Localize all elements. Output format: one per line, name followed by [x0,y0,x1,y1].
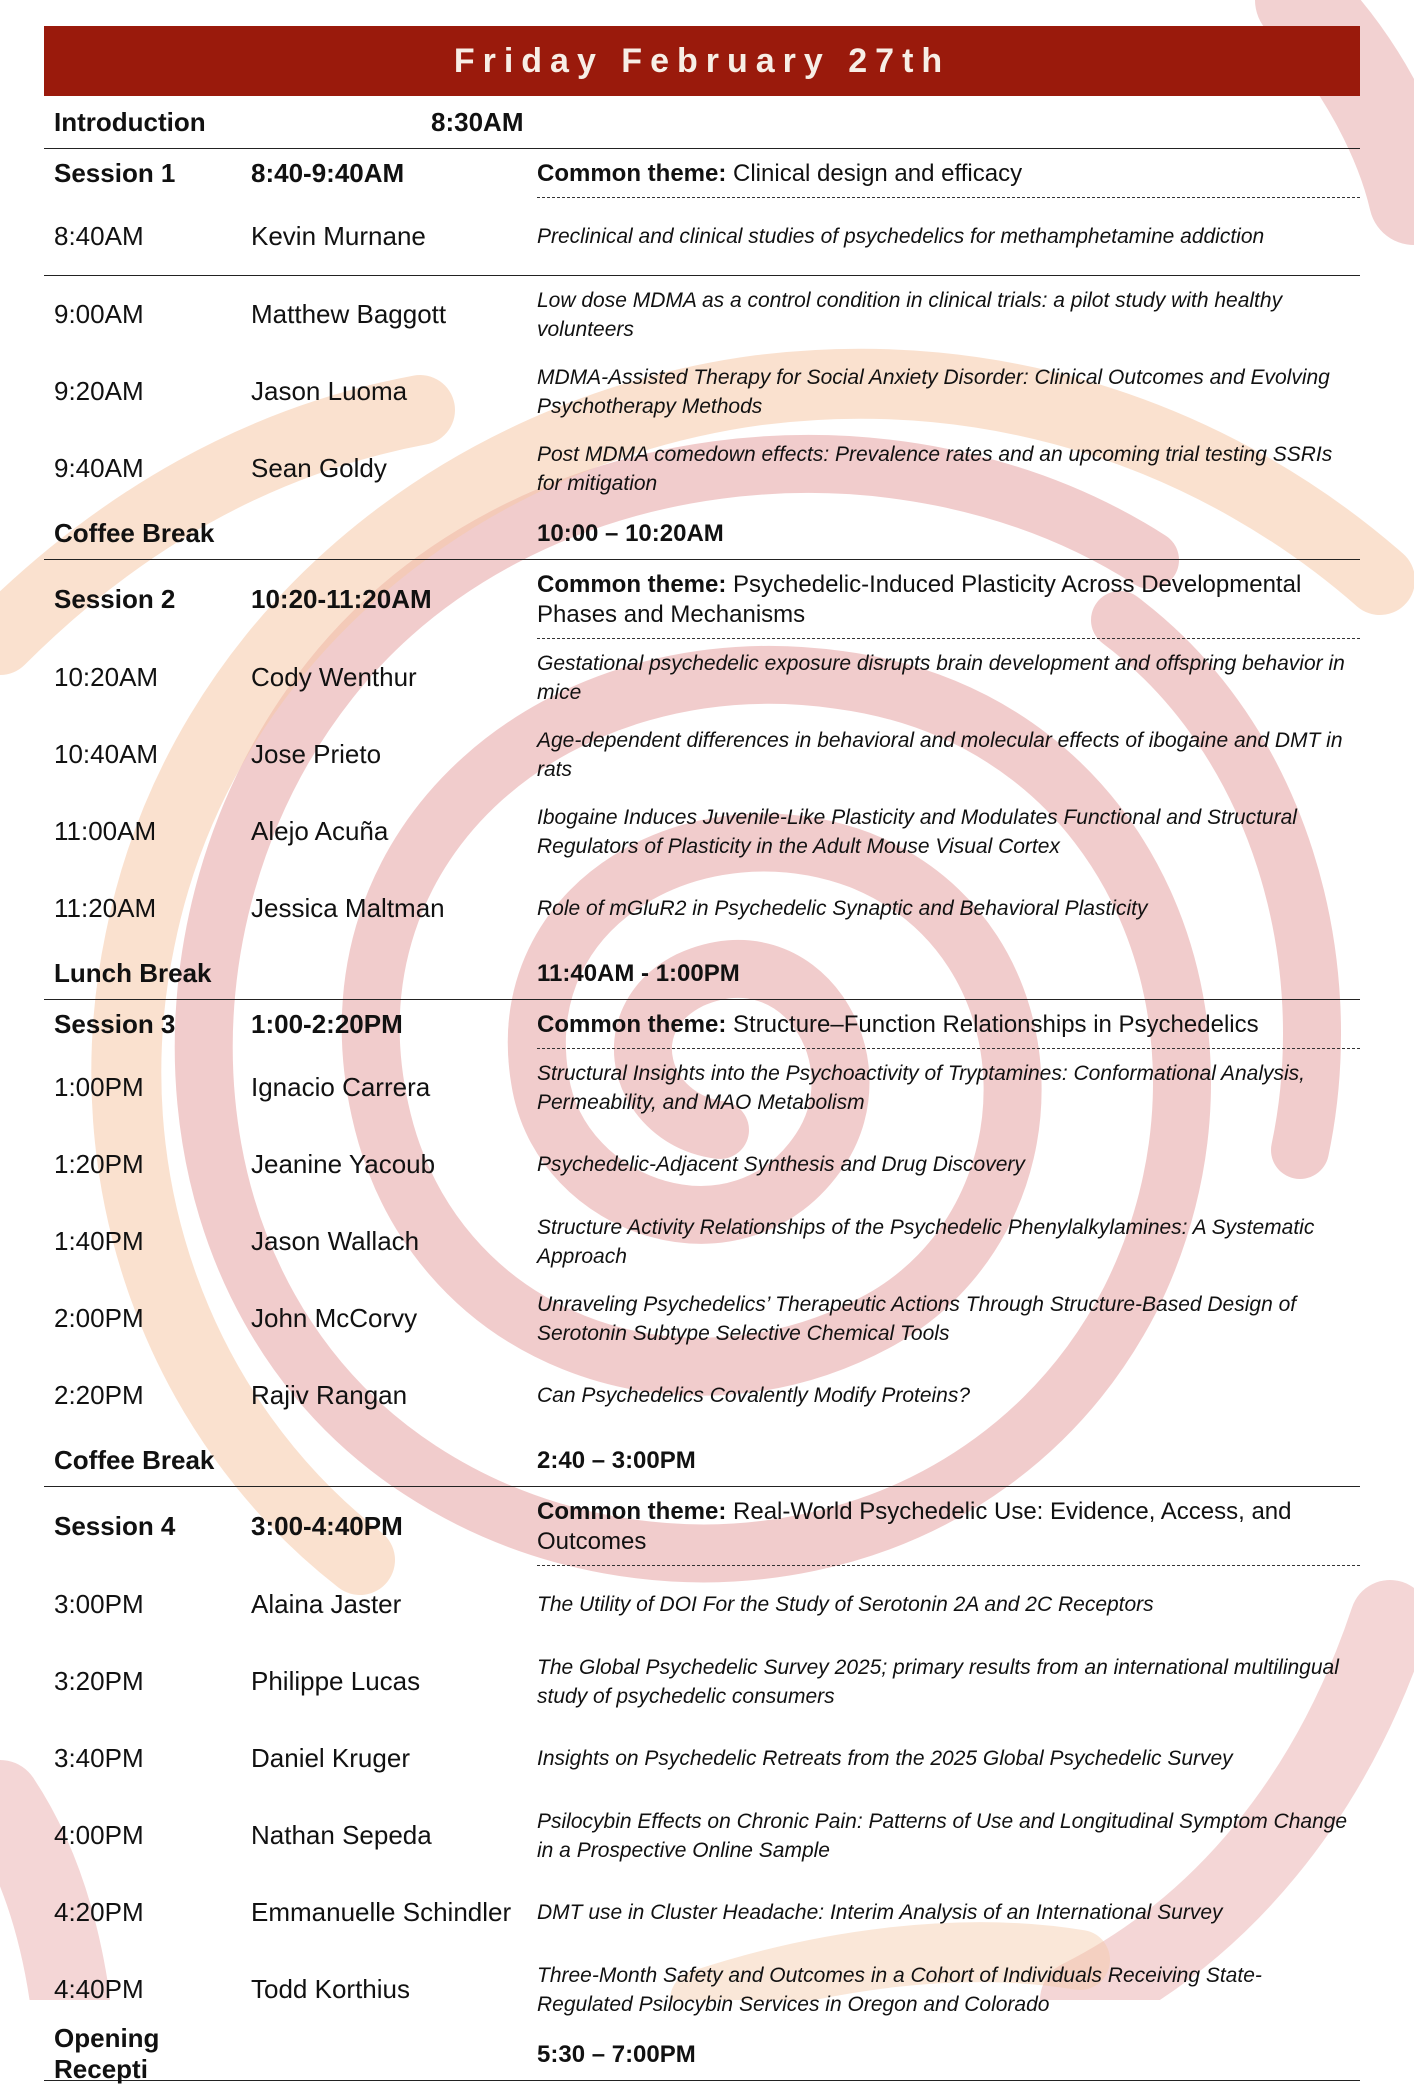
break-time: 10:00 – 10:20AM [537,519,724,547]
session-range: 3:00-4:40PM [251,1511,403,1541]
break-row [44,2023,1360,2084]
talk-row [44,198,1360,276]
talk-row [44,1203,1360,1280]
talk-row [44,1357,1360,1434]
talk-time: 4:40PM [54,1974,144,2004]
talk-speaker: Todd Korthius [251,1974,410,2004]
talk-title: Psychedelic-Adjacent Synthesis and Drug Discovery [537,1153,1025,1176]
talk-row [44,1566,1360,1643]
talk-speaker: Daniel Kruger [251,1743,410,1773]
talk-speaker: Matthew Baggott [251,299,447,329]
break-time: 2:40 – 3:00PM [537,1446,696,1474]
talk-title: Can Psychedelics Covalently Modify Proteins? [537,1384,971,1407]
talk-title: Structure Activity Relationships of the Psychedelic Phenylalkylamines: A Systematic Approach [537,1215,1315,1268]
talk-speaker: Alaina Jaster [251,1589,402,1619]
break-label: Coffee Break [54,1444,215,1475]
session-theme [537,1000,1360,1049]
talk-title: Gestational psychedelic exposure disrupts brain development and offspring behavior in mice [537,651,1345,704]
talk-row [44,1720,1360,1797]
talk-time: 3:40PM [54,1743,144,1773]
talk-time: 2:20PM [54,1380,144,1410]
sessions-container [44,149,1360,2084]
session-label: Session 1 [54,158,176,188]
talk-time: 11:20AM [54,893,157,923]
talk-time: 1:00PM [54,1072,144,1102]
talk-time: 9:00AM [54,299,144,329]
session-range: 8:40-9:40AM [251,158,405,188]
talk-title: Insights on Psychedelic Retreats from the 2025 Global Psychedelic Survey [537,1747,1233,1770]
talk-speaker: Jason Wallach [251,1226,420,1256]
talk-row [44,353,1360,430]
talk-row [44,1797,1360,1874]
talk-speaker: Jose Prieto [251,739,382,769]
talk-row [44,1874,1360,1951]
talk-title: DMT use in Cluster Headache: Interim Analysis of an International Survey [537,1901,1223,1924]
talk-title: The Global Psychedelic Survey 2025; primary results from an international multilingual study of psychedelic consumers [537,1655,1339,1708]
talk-speaker: Cody Wenthur [251,662,417,692]
talk-title: MDMA-Assisted Therapy for Social Anxiety Disorder: Clinical Outcomes and Evolving Psychotherapy Methods [537,365,1330,418]
page-title: Friday February 27th [44,26,1360,96]
talk-speaker: Jason Luoma [251,376,408,406]
talk-title: Psilocybin Effects on Chronic Pain: Patterns of Use and Longitudinal Symptom Change in a Prospective Online Sample [537,1809,1348,1862]
session-label: Session 3 [54,1009,176,1039]
talk-time: 3:20PM [54,1666,144,1696]
session-range: 1:00-2:20PM [251,1009,403,1039]
break-row [44,507,1360,560]
talk-row [44,1049,1360,1126]
break-label: Opening Recepti [54,2023,160,2084]
talk-time: 10:40AM [54,739,159,769]
session-label: Session 2 [54,584,176,614]
talk-title: The Utility of DOI For the Study of Serotonin 2A and 2C Receptors [537,1593,1154,1616]
talk-time: 2:00PM [54,1303,144,1333]
talk-speaker: Ignacio Carrera [251,1072,431,1102]
theme-text: Real-World Psychedelic Use: Evidence, Access, and Outcomes [537,1498,1292,1555]
break-row [44,947,1360,1000]
talk-speaker: Rajiv Rangan [251,1380,408,1410]
break-row [44,1434,1360,1487]
talk-row [44,716,1360,793]
break-time: 5:30 – 7:00PM [537,2040,696,2068]
talk-title: Role of mGluR2 in Psychedelic Synaptic and Behavioral Plasticity [537,897,1148,920]
talk-row [44,870,1360,947]
session-header [44,1000,1360,1049]
talk-row [44,430,1360,507]
talk-title: Structural Insights into the Psychoactivity of Tryptamines: Conformational Analysis, Permeability, and MAO Metabolism [537,1061,1305,1114]
talk-speaker: Sean Goldy [251,453,387,483]
theme-text: Psychedelic-Induced Plasticity Across Developmental Phases and Mechanisms [537,571,1302,628]
talk-title: Three-Month Safety and Outcomes in a Cohort of Individuals Receiving State-Regulated Psilocybin Services in Oregon and Colorado [537,1963,1262,2016]
talk-title: Unraveling Psychedelics’ Therapeutic Actions Through Structure-Based Design of Serotonin Subtype Selective Chemical Tools [537,1292,1297,1345]
talk-time: 9:20AM [54,376,144,406]
talk-title: Post MDMA comedown effects: Prevalence rates and an upcoming trial testing SSRIs for mitigation [537,442,1333,495]
intro-label: Introduction [54,106,206,137]
talk-row [44,276,1360,353]
talk-time: 1:20PM [54,1149,144,1179]
talk-speaker: Kevin Murnane [251,221,426,251]
talk-title: Preclinical and clinical studies of psychedelics for methamphetamine addiction [537,225,1265,248]
talk-time: 3:00PM [54,1589,144,1619]
theme-prefix: Common theme: [537,160,727,187]
talk-speaker: Nathan Sepeda [251,1820,432,1850]
talk-time: 10:20AM [54,662,159,692]
theme-prefix: Common theme: [537,1498,727,1525]
talk-speaker: John McCorvy [251,1303,418,1333]
talk-row [44,1643,1360,1720]
talk-title: Ibogaine Induces Juvenile-Like Plasticity and Modulates Functional and Structural Regulators of Plasticity in the Adult Mouse Visual Cortex [537,805,1297,858]
talk-time: 11:00AM [54,816,157,846]
talk-time: 9:40AM [54,453,144,483]
talk-row [44,1280,1360,1357]
talk-time: 4:00PM [54,1820,144,1850]
break-time: 11:40AM - 1:00PM [537,959,740,987]
talk-time: 1:40PM [54,1226,144,1256]
theme-text: Clinical design and efficacy [733,160,1023,187]
talk-title: Age-dependent differences in behavioral and molecular effects of ibogaine and DMT in rats [537,728,1343,781]
session-label: Session 4 [54,1511,176,1541]
session-theme [537,1487,1360,1566]
talk-speaker: Philippe Lucas [251,1666,421,1696]
session-theme [537,560,1360,639]
talk-time: 8:40AM [54,221,144,251]
schedule-sheet [44,26,1360,2084]
talk-row [44,639,1360,716]
talk-row [44,793,1360,870]
talk-title: Low dose MDMA as a control condition in clinical trials: a pilot study with healthy volunteers [537,288,1283,341]
break-label: Lunch Break [54,957,212,988]
theme-prefix: Common theme: [537,1011,727,1038]
session-range: 10:20-11:20AM [251,584,432,614]
talk-speaker: Jeanine Yacoub [251,1149,436,1179]
break-label: Coffee Break [54,517,215,548]
theme-prefix: Common theme: [537,571,727,598]
intro-time: 8:30AM [431,106,524,137]
talk-speaker: Jessica Maltman [251,893,445,923]
session-theme [537,149,1360,198]
talk-speaker: Alejo Acuña [251,816,389,846]
talk-row [44,1126,1360,1203]
talk-row [44,1951,1360,2028]
talk-time: 4:20PM [54,1897,144,1927]
intro-row [44,96,1360,149]
session-header [44,149,1360,198]
session-header [44,560,1360,639]
session-header [44,1487,1360,1566]
theme-text: Structure–Function Relationships in Psychedelics [733,1011,1259,1038]
talk-speaker: Emmanuelle Schindler [251,1897,512,1927]
